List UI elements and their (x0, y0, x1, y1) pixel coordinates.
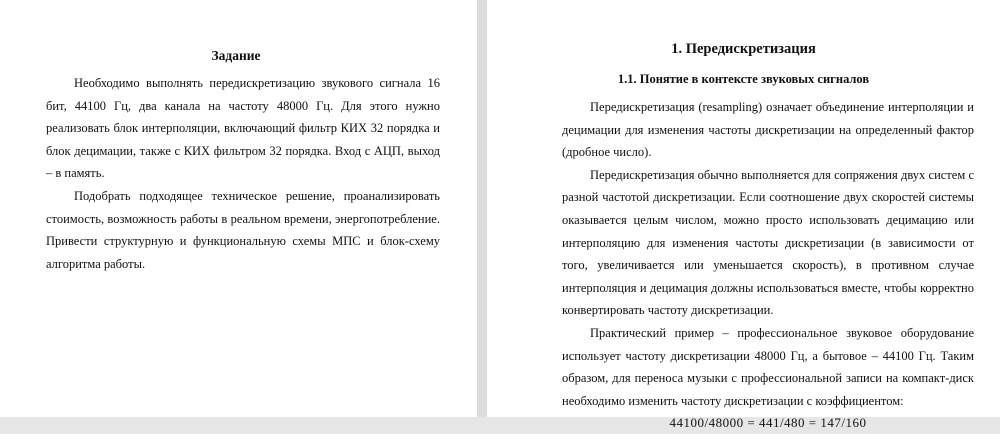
task-body (46, 72, 440, 275)
page-gap (477, 0, 487, 417)
section-paragraph-2: Передискретизация обычно выполняется для сопряжения двух систем с разной частотой дискретизации. Если соотношение двух скоростей системы оказывается целым числом, можно просто использовать децимацию или интерполяцию для изменения частоты дискретизации (в зависимости от того, увеличивается или уменьшается скорость), в противном случае интерполяция и децимация должны использоваться вместе, чтобы корректно конвертировать частоту дискретизации. (562, 167, 974, 318)
task-paragraph-1: Необходимо выполнять передискретизацию звукового сигнала 16 бит, 44100 Гц, два канала на частоту 48000 Гц. Для этого нужно реализовать блок интерполяции, включающий фильтр КИХ 32 порядка и блок децимации, также с КИХ фильтром 32 порядка. Вход с АЦП, выход – в память. (46, 76, 440, 181)
resampling-formula: 44100/48000 = 441/480 = 147/160 (669, 415, 867, 431)
section-paragraph-3: Практический пример – профессиональное звуковое оборудование использует частоту дискретизации 48000 Гц, а бытовое – 44100 Гц. Таким образом, для переноса музыки с профессиональной записи на компакт-диск необходимо изменить частоту дискретизации с коэффициентом: (562, 325, 974, 408)
right-page (487, 0, 1000, 431)
task-paragraph-2: Подобрать подходящее техническое решение, проанализировать стоимость, возможность работы в реальном времени, энергопотребление. Привести структурную и функциональную схемы МПС и блок-схему алгоритма работы. (46, 188, 440, 271)
section-body (562, 96, 974, 434)
subsection-title: 1.1. Понятие в контексте звуковых сигналов (617, 72, 870, 86)
section-title: 1. Передискретизация (671, 41, 816, 57)
task-heading: Задание (211, 48, 261, 63)
section-paragraph-1: Передискретизация (resampling) означает объединение интерполяции и децимации для изменения частоты дискретизации на определенный фактор (дробное число). (562, 100, 974, 160)
left-page (0, 0, 477, 417)
